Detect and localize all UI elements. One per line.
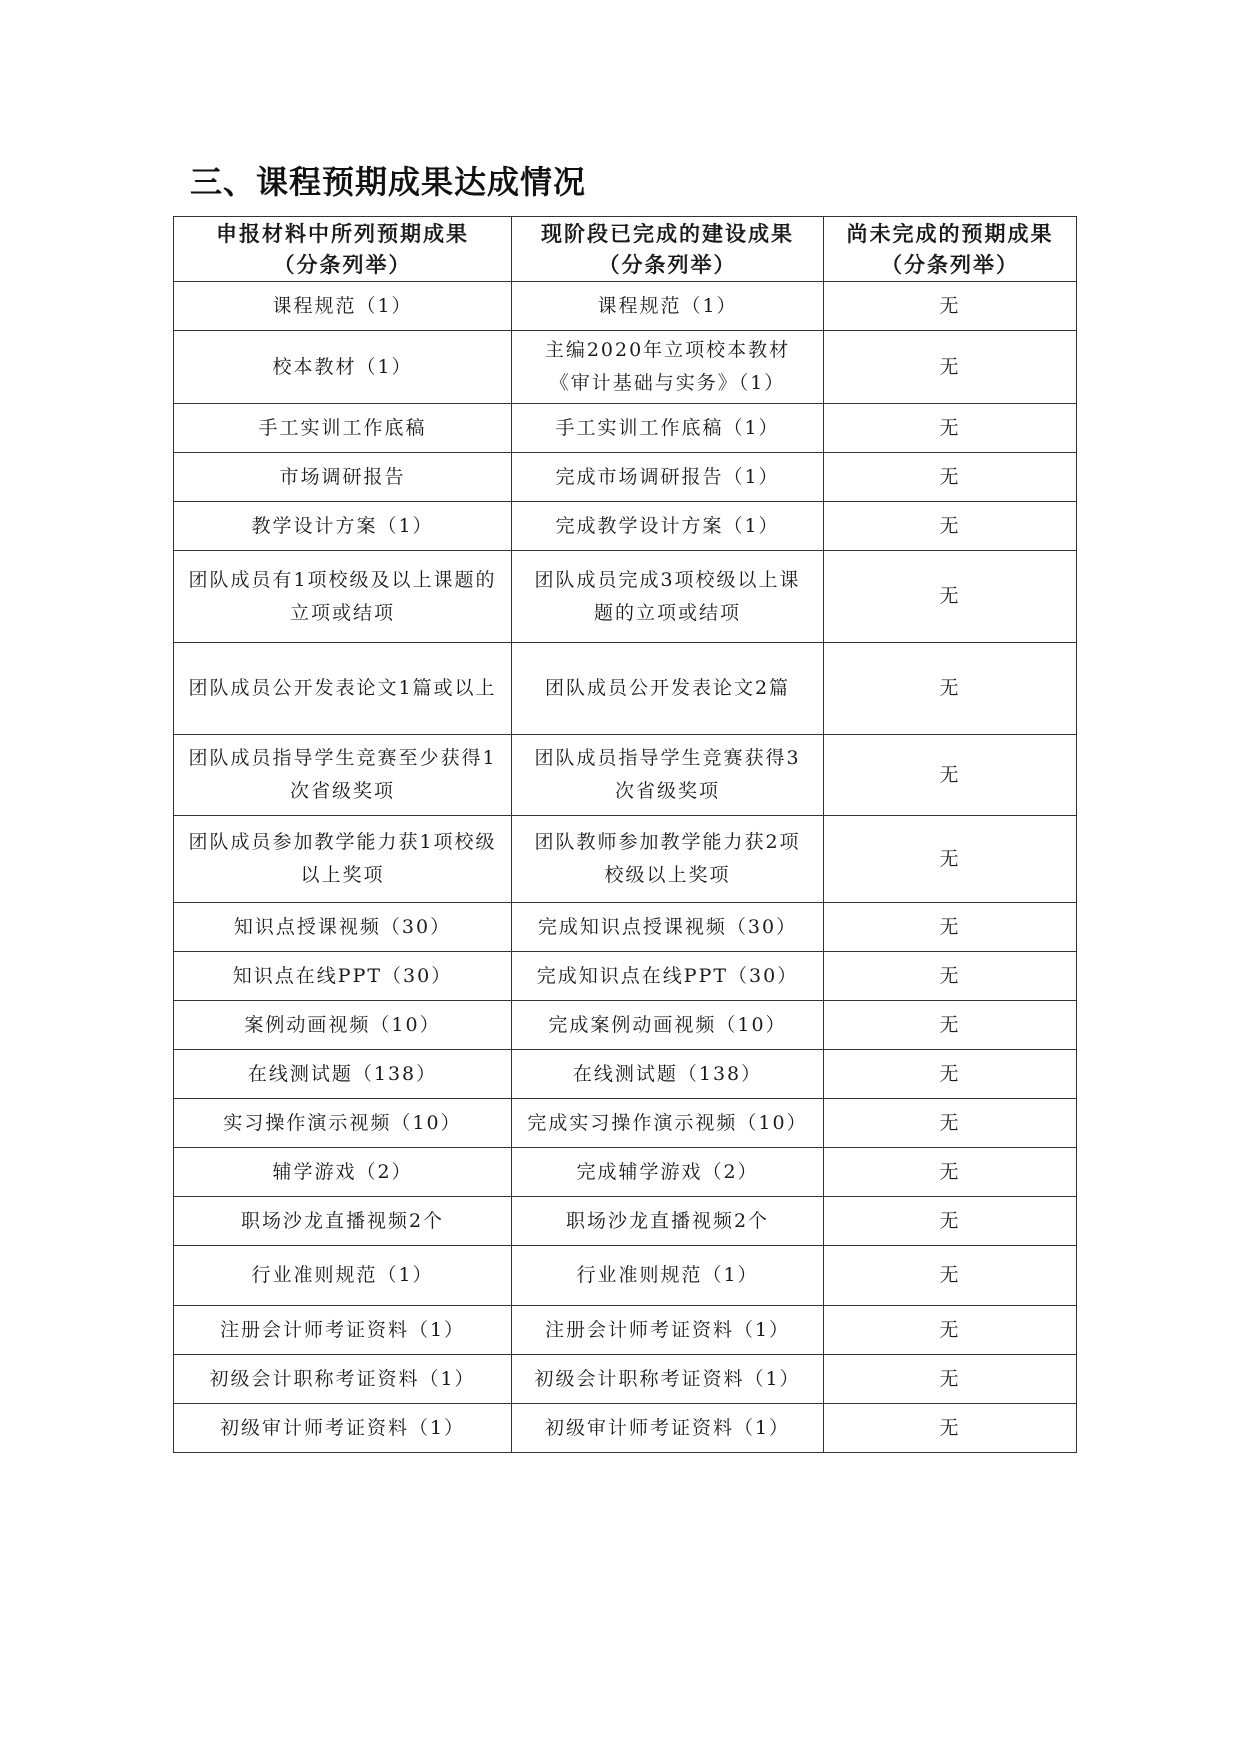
cell-completed: 完成辅学游戏（2） (512, 1148, 824, 1197)
cell-planned: 团队成员公开发表论文1篇或以上 (174, 643, 512, 735)
cell-pending: 无 (824, 1246, 1077, 1306)
cell-completed: 团队教师参加教学能力获2项校级以上奖项 (512, 816, 824, 903)
outcomes-table (173, 216, 1077, 1453)
cell-completed: 行业准则规范（1） (512, 1246, 824, 1306)
cell-pending: 无 (824, 1148, 1077, 1197)
cell-completed: 课程规范（1） (512, 282, 824, 331)
table-row (174, 331, 1077, 404)
cell-pending: 无 (824, 551, 1077, 643)
table-row (174, 643, 1077, 735)
header-completed-title: 现阶段已完成的建设成果 (541, 221, 794, 246)
cell-pending: 无 (824, 1355, 1077, 1404)
section-title: 三、课程预期成果达成情况 (190, 163, 587, 201)
cell-planned: 团队成员参加教学能力获1项校级以上奖项 (174, 816, 512, 903)
cell-completed: 完成知识点授课视频（30） (512, 903, 824, 952)
cell-pending: 无 (824, 453, 1077, 502)
table-row (174, 502, 1077, 551)
cell-completed: 完成市场调研报告（1） (512, 453, 824, 502)
cell-planned: 教学设计方案（1） (174, 502, 512, 551)
cell-pending: 无 (824, 404, 1077, 453)
cell-completed: 主编2020年立项校本教材《审计基础与实务》（1） (512, 331, 824, 404)
header-pending-title: 尚未完成的预期成果 (846, 221, 1054, 246)
cell-completed: 手工实训工作底稿（1） (512, 404, 824, 453)
cell-pending: 无 (824, 1050, 1077, 1099)
table-row (174, 453, 1077, 502)
table-row (174, 735, 1077, 816)
header-planned-outcomes (174, 217, 512, 282)
cell-completed: 团队成员完成3项校级以上课题的立项或结项 (512, 551, 824, 643)
cell-pending: 无 (824, 735, 1077, 816)
header-pending-note: （分条列举） (881, 252, 1019, 277)
table-header (174, 217, 1077, 282)
header-pending-outcomes (824, 217, 1077, 282)
cell-completed: 初级审计师考证资料（1） (512, 1404, 824, 1453)
header-planned-note: （分条列举） (273, 252, 412, 277)
header-planned-title: 申报材料中所列预期成果 (216, 221, 469, 246)
header-completed-outcomes (512, 217, 824, 282)
table-row (174, 1050, 1077, 1099)
cell-pending: 无 (824, 816, 1077, 903)
cell-pending: 无 (824, 952, 1077, 1001)
cell-planned: 案例动画视频（10） (174, 1001, 512, 1050)
cell-completed: 注册会计师考证资料（1） (512, 1306, 824, 1355)
cell-completed: 完成知识点在线PPT（30） (512, 952, 824, 1001)
cell-planned: 初级审计师考证资料（1） (174, 1404, 512, 1453)
cell-pending: 无 (824, 643, 1077, 735)
header-row (174, 217, 1077, 282)
cell-planned: 注册会计师考证资料（1） (174, 1306, 512, 1355)
cell-planned: 在线测试题（138） (174, 1050, 512, 1099)
cell-completed: 职场沙龙直播视频2个 (512, 1197, 824, 1246)
cell-pending: 无 (824, 1001, 1077, 1050)
cell-pending: 无 (824, 1197, 1077, 1246)
table-row (174, 404, 1077, 453)
cell-planned: 手工实训工作底稿 (174, 404, 512, 453)
table-row (174, 1099, 1077, 1148)
cell-completed: 团队成员指导学生竞赛获得3次省级奖项 (512, 735, 824, 816)
cell-planned: 团队成员有1项校级及以上课题的立项或结项 (174, 551, 512, 643)
cell-pending: 无 (824, 1306, 1077, 1355)
cell-planned: 知识点授课视频（30） (174, 903, 512, 952)
cell-planned: 辅学游戏（2） (174, 1148, 512, 1197)
cell-pending: 无 (824, 1404, 1077, 1453)
cell-planned: 校本教材（1） (174, 331, 512, 404)
table-row (174, 1246, 1077, 1306)
table-body (174, 282, 1077, 1453)
table-row (174, 816, 1077, 903)
cell-pending: 无 (824, 331, 1077, 404)
cell-completed: 团队成员公开发表论文2篇 (512, 643, 824, 735)
table-row (174, 903, 1077, 952)
cell-planned: 职场沙龙直播视频2个 (174, 1197, 512, 1246)
cell-pending: 无 (824, 502, 1077, 551)
cell-planned: 知识点在线PPT（30） (174, 952, 512, 1001)
table-row (174, 1001, 1077, 1050)
table-row (174, 282, 1077, 331)
table-row (174, 1404, 1077, 1453)
cell-planned: 行业准则规范（1） (174, 1246, 512, 1306)
header-completed-note: （分条列举） (598, 252, 737, 277)
cell-planned: 团队成员指导学生竞赛至少获得1次省级奖项 (174, 735, 512, 816)
cell-completed: 完成实习操作演示视频（10） (512, 1099, 824, 1148)
cell-completed: 完成教学设计方案（1） (512, 502, 824, 551)
cell-completed: 完成案例动画视频（10） (512, 1001, 824, 1050)
cell-planned: 初级会计职称考证资料（1） (174, 1355, 512, 1404)
table-row (174, 952, 1077, 1001)
table-row (174, 1148, 1077, 1197)
table-row (174, 1355, 1077, 1404)
table-row (174, 1306, 1077, 1355)
cell-planned: 实习操作演示视频（10） (174, 1099, 512, 1148)
cell-completed: 在线测试题（138） (512, 1050, 824, 1099)
cell-planned: 市场调研报告 (174, 453, 512, 502)
table-row (174, 1197, 1077, 1246)
cell-completed: 初级会计职称考证资料（1） (512, 1355, 824, 1404)
cell-pending: 无 (824, 903, 1077, 952)
cell-planned: 课程规范（1） (174, 282, 512, 331)
cell-pending: 无 (824, 1099, 1077, 1148)
table-row (174, 551, 1077, 643)
cell-pending: 无 (824, 282, 1077, 331)
